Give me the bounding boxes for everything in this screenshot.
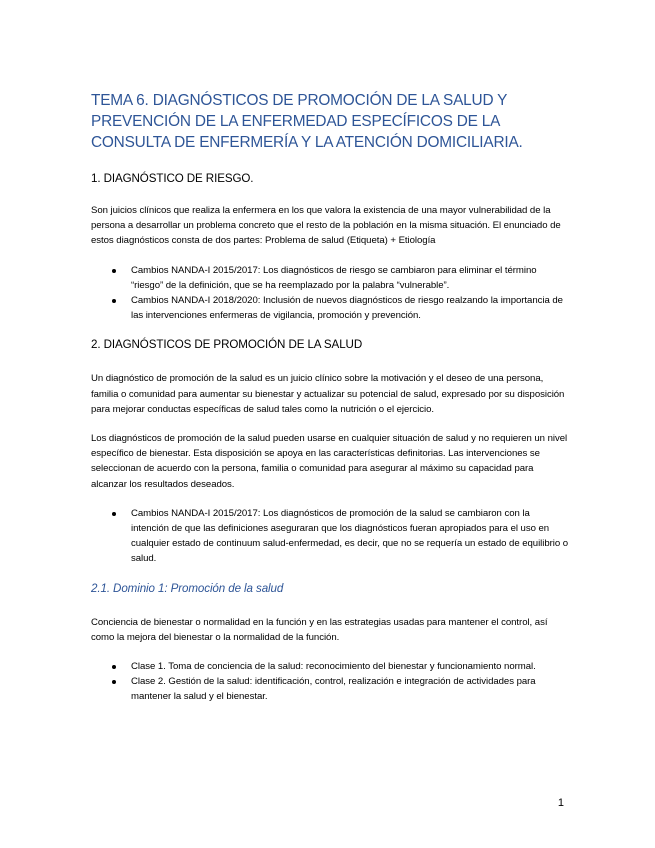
subsection-paragraph-dominio-1: Conciencia de bienestar o normalidad en la función y en las estrategias usadas para mantener el control, así como la mejora del bienestar o la normalidad de la función. [91,616,548,643]
bullet-list-riesgo [91,263,569,324]
list-item [91,263,569,293]
bullet-icon [112,680,116,684]
list-item [91,674,569,704]
section-paragraph-promocion-1: Un diagnóstico de promoción de la salud es un juicio clínico sobre la motivación y el deseo de una persona, familia o comunidad para aumentar su bienestar y actualizar su potencial de salud, expresado por su disposición para mejorar conductas específicas de salud tales como la nutrición o el ejercicio. [91,373,565,415]
list-item-text: Clase 2. Gestión de la salud: identificación, control, realización e integración de actividades para mantener la salud y el bienestar. [131,676,536,703]
section-paragraph-promocion-2: Los diagnósticos de promoción de la salud pueden usarse en cualquier situación de salud y no requieren un nivel específico de bienestar. Esta disposición se apoya en las características definitorias. Las intervenciones se seleccionan de acuerdo con la persona, familia o comunidad para asegurar al máximo su capacidad para alcanzar los resultados deseados. [91,433,568,490]
bullet-icon [112,299,116,303]
bullet-icon [112,665,116,669]
section-heading-promocion: 2. DIAGNÓSTICOS DE PROMOCIÓN DE LA SALUD [91,338,363,352]
list-item [91,293,569,323]
page-content [91,90,569,705]
bullet-list-dominio-1 [91,659,569,705]
section-heading-riesgo: 1. DIAGNÓSTICO DE RIESGO. [91,172,254,185]
list-item-text: Cambios NANDA-I 2015/2017: Los diagnósticos de riesgo se cambiaron para eliminar el término “riesgo” de la definición, que se ha reemplazado por la palabra “vulnerable”. [131,264,537,291]
list-item [91,659,569,674]
bullet-icon [112,512,116,516]
page-number: 1 [557,797,564,809]
document-title: TEMA 6. DIAGNÓSTICOS DE PROMOCIÓN DE LA SALUD Y PREVENCIÓN DE LA ENFERMEDAD ESPECÍFICOS DE LA CONSULTA DE ENFERMERÍA Y LA ATENCIÓN DOMICILIARIA. [91,92,523,151]
list-item-text: Clase 1. Toma de conciencia de la salud: reconocimiento del bienestar y funcionamiento normal. [131,661,536,673]
subsection-heading-dominio-1: 2.1. Dominio 1: Promoción de la salud [91,581,284,595]
list-item-text: Cambios NANDA-I 2018/2020: Inclusión de nuevos diagnósticos de riesgo realzando la importancia de las intervenciones enfermeras de vigilancia, promoción y prevención. [131,295,563,322]
list-item-text: Cambios NANDA-I 2015/2017: Los diagnósticos de promoción de la salud se cambiaron con la intención de que las definiciones aseguraran que los diagnósticos fueran apropiados para el uso en cualquier estado de continuum salud-enfermedad, es decir, que no se requería un estado de equilibrio o salud. [131,507,569,565]
list-item [91,506,569,567]
section-paragraph-riesgo: Son juicios clínicos que realiza la enfermera en los que valora la existencia de una mayor vulnerabilidad de la persona a desarrollar un problema concreto que el resto de la población en la misma situación. El enunciado de estos diagnósticos consta de dos partes: Problema de salud (Etiqueta) + Etiología [91,205,561,247]
bullet-icon [112,269,116,273]
bullet-list-promocion [91,506,569,567]
